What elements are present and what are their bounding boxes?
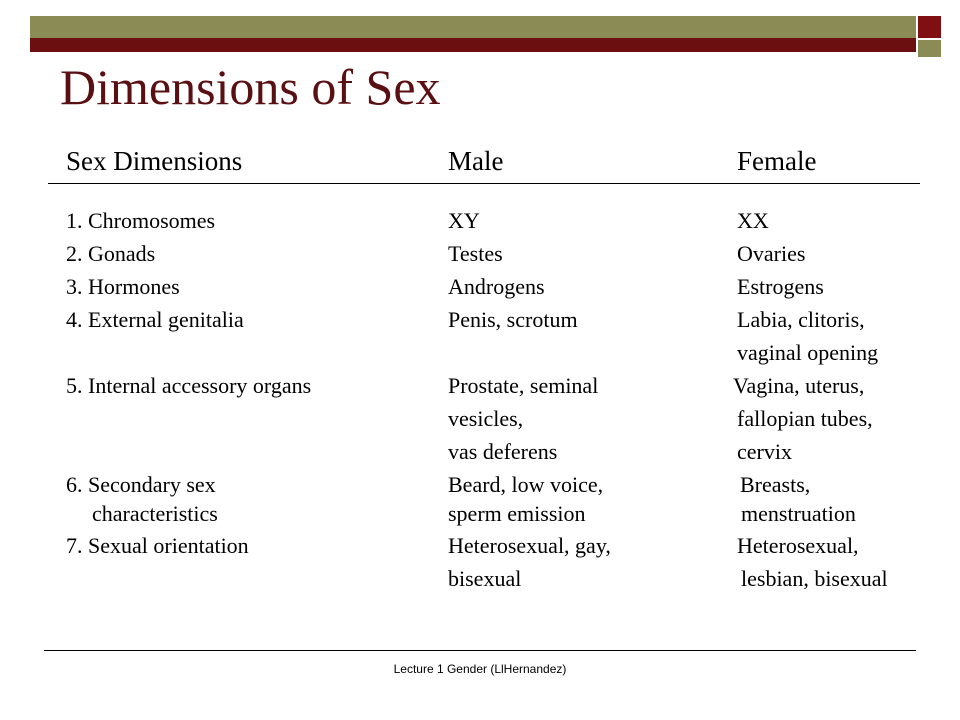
male-cell: Penis, scrotum bbox=[448, 307, 578, 332]
female-cell: cervix bbox=[737, 439, 792, 464]
male-cell: Beard, low voice, bbox=[448, 472, 604, 497]
female-cell: Breasts, bbox=[740, 472, 811, 497]
dimension-cell: 2. Gonads bbox=[66, 241, 156, 266]
column-header-female: Female bbox=[737, 146, 817, 176]
column-header-male: Male bbox=[448, 146, 504, 176]
female-cell: fallopian tubes, bbox=[737, 406, 873, 431]
slide-footer: Lecture 1 Gender (LlHernandez) bbox=[393, 662, 567, 676]
female-cell: Heterosexual, bbox=[737, 533, 859, 558]
female-cell: Vagina, uterus, bbox=[733, 373, 865, 398]
header-band-olive bbox=[30, 16, 916, 38]
dimension-cell: 6. Secondary sex bbox=[66, 472, 216, 497]
footer-divider bbox=[44, 650, 916, 651]
female-cell: Ovaries bbox=[737, 241, 806, 266]
slide-title: Dimensions of Sex bbox=[60, 59, 441, 115]
column-header-dimensions: Sex Dimensions bbox=[66, 146, 243, 176]
male-cell: XY bbox=[448, 208, 480, 233]
header-band-maroon bbox=[30, 38, 916, 52]
female-cell: Estrogens bbox=[737, 274, 824, 299]
male-cell: bisexual bbox=[448, 566, 522, 591]
dimension-cell: 5. Internal accessory organs bbox=[66, 373, 312, 398]
male-cell: Heterosexual, gay, bbox=[448, 533, 611, 558]
header-divider bbox=[48, 183, 920, 184]
male-cell: Androgens bbox=[448, 274, 545, 299]
dimension-cell: 4. External genitalia bbox=[66, 307, 244, 332]
male-cell: Testes bbox=[448, 241, 503, 266]
male-cell: sperm emission bbox=[448, 501, 586, 526]
female-cell: vaginal opening bbox=[737, 340, 879, 365]
female-cell: Labia, clitoris, bbox=[737, 307, 865, 332]
male-cell: vesicles, bbox=[448, 406, 524, 431]
female-cell: lesbian, bisexual bbox=[741, 566, 888, 591]
corner-block-maroon bbox=[918, 16, 941, 38]
female-cell: XX bbox=[737, 208, 769, 233]
dimension-cell: 7. Sexual orientation bbox=[66, 533, 249, 558]
female-cell: menstruation bbox=[741, 501, 856, 526]
male-cell: Prostate, seminal bbox=[448, 373, 599, 398]
dimension-cell: characteristics bbox=[92, 501, 218, 526]
dimension-cell: 1. Chromosomes bbox=[66, 208, 216, 233]
corner-block-olive bbox=[918, 40, 941, 57]
male-cell: vas deferens bbox=[448, 439, 558, 464]
dimension-cell: 3. Hormones bbox=[66, 274, 180, 299]
